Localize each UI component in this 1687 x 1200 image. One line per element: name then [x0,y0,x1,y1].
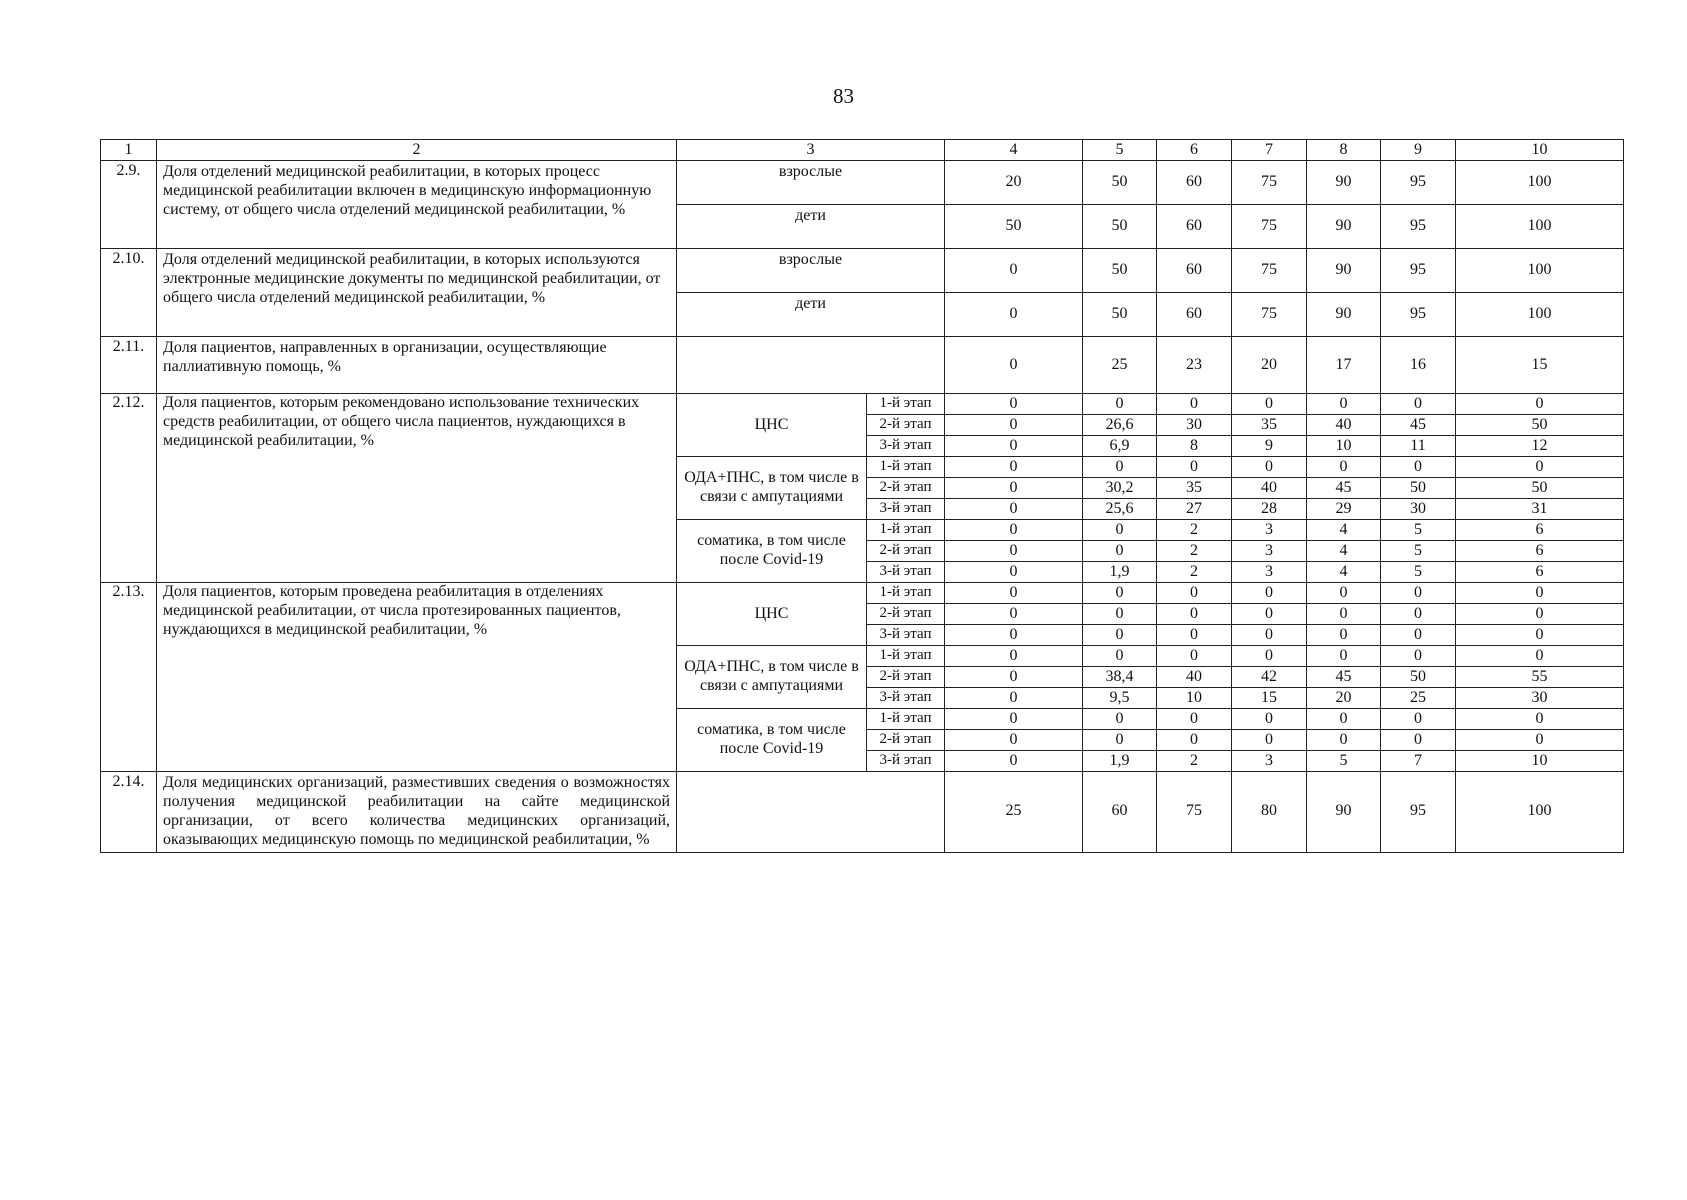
value-cell: 0 [1083,646,1157,667]
value-cell: 9,5 [1083,688,1157,709]
value-cell: 0 [1083,709,1157,730]
value-cell: 6 [1456,541,1624,562]
value-cell: 1,9 [1083,751,1157,772]
value-cell: 0 [1307,394,1381,415]
indicator-number: 2.13. [101,583,157,772]
value-cell: 0 [1157,646,1232,667]
value-cell: 50 [1083,161,1157,205]
value-cell: 30 [1456,688,1624,709]
value-cell: 0 [1232,604,1307,625]
value-cell: 35 [1157,478,1232,499]
value-cell: 90 [1307,205,1381,249]
value-cell: 75 [1232,249,1307,293]
value-cell: 0 [1232,583,1307,604]
value-cell: 20 [945,161,1083,205]
value-cell: 0 [1307,625,1381,646]
value-cell: 0 [945,499,1083,520]
patient-group-label: ОДА+ПНС, в том числе в связи с ампутациями [677,457,867,520]
value-cell: 0 [945,394,1083,415]
stage-label: 3-й этап [867,436,945,457]
value-cell: 27 [1157,499,1232,520]
value-cell: 90 [1307,249,1381,293]
value-cell: 38,4 [1083,667,1157,688]
value-cell: 12 [1456,436,1624,457]
value-cell: 10 [1307,436,1381,457]
value-cell: 0 [1232,625,1307,646]
stage-label: 1-й этап [867,457,945,478]
value-cell: 50 [1456,415,1624,436]
value-cell: 100 [1456,161,1624,205]
value-cell: 6 [1456,562,1624,583]
value-cell: 4 [1307,541,1381,562]
table-row [101,772,1624,853]
value-cell: 0 [945,337,1083,394]
value-cell: 11 [1381,436,1456,457]
value-cell: 60 [1157,161,1232,205]
value-cell: 0 [1456,625,1624,646]
indicator-description: Доля медицинских организаций, разместивших сведения о возможностях получения медицинской реабилитации на сайте медицинской организации, от всего количества медицинских организаций, оказывающих медицинскую помощь по медицинской реабилитации, % [157,772,677,853]
value-cell: 50 [1381,478,1456,499]
value-cell: 0 [945,730,1083,751]
value-cell: 45 [1381,415,1456,436]
age-group-label: дети [677,205,945,249]
value-cell: 0 [1083,604,1157,625]
value-cell: 30 [1157,415,1232,436]
value-cell: 60 [1083,772,1157,853]
value-cell: 0 [1083,520,1157,541]
value-cell: 100 [1456,205,1624,249]
value-cell: 0 [945,667,1083,688]
stage-label: 2-й этап [867,730,945,751]
value-cell: 0 [1381,457,1456,478]
value-cell: 23 [1157,337,1232,394]
patient-group-label: ЦНС [677,583,867,646]
value-cell: 25 [1083,337,1157,394]
table-row [101,249,1624,293]
value-cell: 0 [1456,394,1624,415]
value-cell: 0 [945,541,1083,562]
stage-label: 2-й этап [867,478,945,499]
value-cell: 100 [1456,772,1624,853]
value-cell: 2 [1157,520,1232,541]
value-cell: 95 [1381,205,1456,249]
value-cell: 0 [1083,457,1157,478]
value-cell: 50 [1083,293,1157,337]
value-cell: 0 [945,520,1083,541]
value-cell: 0 [945,583,1083,604]
value-cell: 28 [1232,499,1307,520]
value-cell: 0 [945,478,1083,499]
value-cell: 90 [1307,293,1381,337]
column-number-4: 4 [945,140,1083,161]
value-cell: 60 [1157,249,1232,293]
value-cell: 4 [1307,520,1381,541]
column-number-3: 3 [677,140,945,161]
value-cell: 26,6 [1083,415,1157,436]
value-cell: 20 [1307,688,1381,709]
indicator-number: 2.11. [101,337,157,394]
value-cell: 0 [1456,583,1624,604]
patient-group-label: ОДА+ПНС, в том числе в связи с ампутациями [677,646,867,709]
value-cell: 29 [1307,499,1381,520]
patient-group-label: ЦНС [677,394,867,457]
column-number-7: 7 [1232,140,1307,161]
stage-label: 1-й этап [867,709,945,730]
value-cell: 15 [1232,688,1307,709]
value-cell: 0 [1232,709,1307,730]
indicator-description: Доля пациентов, которым проведена реабилитация в отделениях медицинской реабилитации, от числа протезированных пациентов, нуждающихся в медицинской реабилитации, % [157,583,677,772]
indicator-description: Доля пациентов, направленных в организации, осуществляющие паллиативную помощь, % [157,337,677,394]
value-cell: 0 [1157,625,1232,646]
value-cell: 0 [1456,457,1624,478]
value-cell: 5 [1381,562,1456,583]
value-cell: 0 [1307,457,1381,478]
value-cell: 0 [1157,604,1232,625]
value-cell: 5 [1381,541,1456,562]
empty-group-cell [677,772,945,853]
value-cell: 5 [1381,520,1456,541]
value-cell: 0 [945,646,1083,667]
column-number-10: 10 [1456,140,1624,161]
value-cell: 3 [1232,520,1307,541]
value-cell: 42 [1232,667,1307,688]
value-cell: 0 [1456,604,1624,625]
indicator-number: 2.9. [101,161,157,249]
value-cell: 6,9 [1083,436,1157,457]
value-cell: 25 [1381,688,1456,709]
value-cell: 0 [1381,709,1456,730]
value-cell: 0 [1083,541,1157,562]
value-cell: 25,6 [1083,499,1157,520]
value-cell: 25 [945,772,1083,853]
value-cell: 0 [1381,583,1456,604]
value-cell: 0 [1456,730,1624,751]
value-cell: 60 [1157,205,1232,249]
value-cell: 0 [1232,394,1307,415]
column-number-1: 1 [101,140,157,161]
value-cell: 0 [945,415,1083,436]
value-cell: 0 [1157,709,1232,730]
value-cell: 95 [1381,249,1456,293]
indicator-description: Доля отделений медицинской реабилитации, в которых процесс медицинской реабилитации включен в медицинскую информационную систему, от общего числа отделений медицинской реабилитации, % [157,161,677,249]
value-cell: 100 [1456,293,1624,337]
value-cell: 0 [1083,625,1157,646]
value-cell: 75 [1157,772,1232,853]
value-cell: 20 [1232,337,1307,394]
stage-label: 3-й этап [867,751,945,772]
value-cell: 75 [1232,161,1307,205]
stage-label: 2-й этап [867,541,945,562]
value-cell: 0 [1307,604,1381,625]
value-cell: 31 [1456,499,1624,520]
value-cell: 90 [1307,161,1381,205]
table-row [101,161,1624,205]
value-cell: 7 [1381,751,1456,772]
patient-group-label: соматика, в том числе после Covid-19 [677,709,867,772]
value-cell: 40 [1232,478,1307,499]
value-cell: 95 [1381,293,1456,337]
value-cell: 0 [1456,709,1624,730]
value-cell: 95 [1381,772,1456,853]
table-row [101,394,1624,415]
age-group-label: дети [677,293,945,337]
value-cell: 3 [1232,751,1307,772]
column-number-5: 5 [1083,140,1157,161]
value-cell: 0 [1083,583,1157,604]
value-cell: 4 [1307,562,1381,583]
value-cell: 100 [1456,249,1624,293]
age-group-label: взрослые [677,249,945,293]
value-cell: 0 [1157,730,1232,751]
value-cell: 50 [1456,478,1624,499]
value-cell: 0 [1232,457,1307,478]
value-cell: 80 [1232,772,1307,853]
column-number-8: 8 [1307,140,1381,161]
value-cell: 75 [1232,205,1307,249]
value-cell: 0 [1232,730,1307,751]
value-cell: 0 [945,625,1083,646]
value-cell: 6 [1456,520,1624,541]
value-cell: 50 [1381,667,1456,688]
column-number-6: 6 [1157,140,1232,161]
value-cell: 50 [1083,205,1157,249]
value-cell: 50 [945,205,1083,249]
value-cell: 0 [1381,625,1456,646]
value-cell: 0 [1157,583,1232,604]
value-cell: 40 [1307,415,1381,436]
value-cell: 0 [945,457,1083,478]
value-cell: 0 [1381,646,1456,667]
table-row [101,337,1624,394]
value-cell: 0 [1083,730,1157,751]
column-number-9: 9 [1381,140,1456,161]
value-cell: 0 [1157,457,1232,478]
value-cell: 16 [1381,337,1456,394]
value-cell: 2 [1157,541,1232,562]
patient-group-label: соматика, в том числе после Covid-19 [677,520,867,583]
value-cell: 17 [1307,337,1381,394]
value-cell: 90 [1307,772,1381,853]
value-cell: 0 [945,562,1083,583]
stage-label: 1-й этап [867,520,945,541]
value-cell: 5 [1307,751,1381,772]
stage-label: 3-й этап [867,562,945,583]
stage-label: 3-й этап [867,688,945,709]
value-cell: 40 [1157,667,1232,688]
page-number: 83 [833,84,854,108]
value-cell: 75 [1232,293,1307,337]
value-cell: 8 [1157,436,1232,457]
value-cell: 0 [1157,394,1232,415]
value-cell: 0 [945,709,1083,730]
table-row [101,583,1624,604]
stage-label: 3-й этап [867,625,945,646]
indicator-description: Доля отделений медицинской реабилитации, в которых используются электронные медицинские документы по медицинской реабилитации, от общего числа отделений медицинской реабилитации, % [157,249,677,337]
value-cell: 0 [1381,394,1456,415]
indicator-number: 2.14. [101,772,157,853]
empty-group-cell [677,337,945,394]
value-cell: 2 [1157,751,1232,772]
value-cell: 9 [1232,436,1307,457]
value-cell: 15 [1456,337,1624,394]
stage-label: 1-й этап [867,646,945,667]
value-cell: 0 [945,293,1083,337]
value-cell: 2 [1157,562,1232,583]
stage-label: 1-й этап [867,394,945,415]
stage-label: 3-й этап [867,499,945,520]
value-cell: 10 [1157,688,1232,709]
value-cell: 0 [1307,583,1381,604]
value-cell: 0 [945,436,1083,457]
indicator-description: Доля пациентов, которым рекомендовано использование технических средств реабилитации, от общего числа пациентов, нуждающихся в медицинской реабилитации, % [157,394,677,583]
value-cell: 55 [1456,667,1624,688]
value-cell: 95 [1381,161,1456,205]
stage-label: 2-й этап [867,667,945,688]
value-cell: 30 [1381,499,1456,520]
indicator-table [100,139,1624,853]
value-cell: 30,2 [1083,478,1157,499]
value-cell: 60 [1157,293,1232,337]
stage-label: 1-й этап [867,583,945,604]
value-cell: 0 [1307,646,1381,667]
indicator-number: 2.10. [101,249,157,337]
column-number-header-row [101,140,1624,161]
stage-label: 2-й этап [867,604,945,625]
value-cell: 0 [1083,394,1157,415]
value-cell: 0 [945,688,1083,709]
value-cell: 3 [1232,541,1307,562]
value-cell: 0 [1381,730,1456,751]
value-cell: 0 [1381,604,1456,625]
value-cell: 0 [1232,646,1307,667]
value-cell: 3 [1232,562,1307,583]
stage-label: 2-й этап [867,415,945,436]
age-group-label: взрослые [677,161,945,205]
value-cell: 0 [945,751,1083,772]
value-cell: 45 [1307,478,1381,499]
value-cell: 0 [1456,646,1624,667]
value-cell: 10 [1456,751,1624,772]
value-cell: 0 [1307,709,1381,730]
value-cell: 45 [1307,667,1381,688]
value-cell: 50 [1083,249,1157,293]
value-cell: 35 [1232,415,1307,436]
column-number-2: 2 [157,140,677,161]
indicator-number: 2.12. [101,394,157,583]
value-cell: 0 [945,249,1083,293]
value-cell: 1,9 [1083,562,1157,583]
value-cell: 0 [945,604,1083,625]
value-cell: 0 [1307,730,1381,751]
